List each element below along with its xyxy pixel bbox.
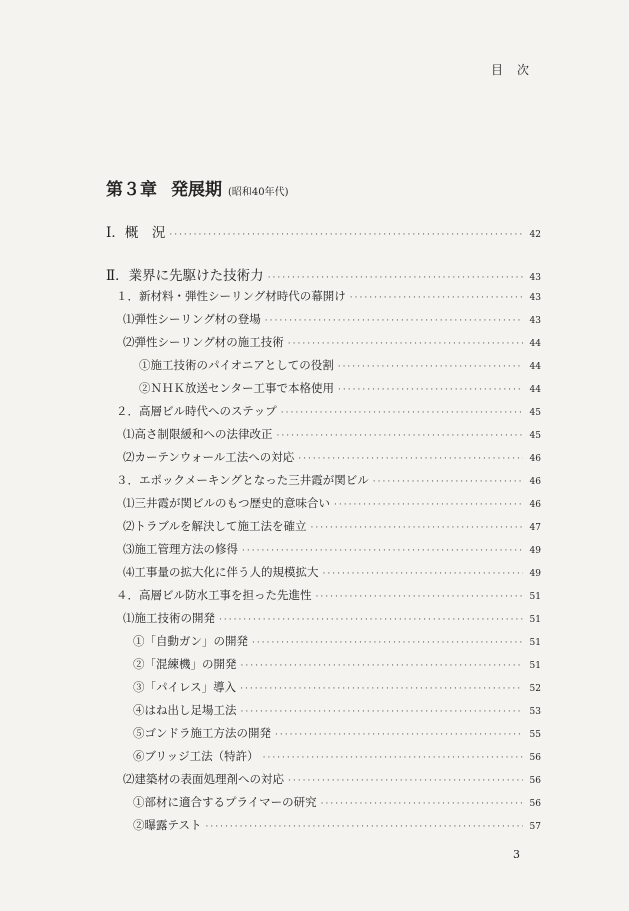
toc-entry-page: 47 (529, 523, 541, 533)
toc-entry-page: 42 (529, 230, 541, 240)
toc-entry-page: 46 (529, 500, 541, 510)
toc-entry (139, 380, 541, 396)
toc-entry-label: ３．エポックメーキングとなった三井霞が関ビル (116, 473, 369, 487)
toc-entry-label: ⑵建築材の表面処理剤への対応 (123, 772, 284, 786)
toc-leader-dots (263, 753, 523, 763)
toc-leader-dots (281, 408, 523, 418)
toc-entry-page: 43 (529, 293, 541, 303)
toc-entry (116, 472, 541, 488)
toc-entry (116, 288, 541, 304)
toc-entry-page: 53 (529, 707, 541, 717)
toc-entry-page: 46 (529, 477, 541, 487)
toc-entry (106, 221, 541, 241)
toc-leader-dots (240, 684, 523, 694)
toc-entry (123, 541, 541, 557)
toc-entry-page: 44 (529, 362, 541, 372)
toc-leader-dots (241, 707, 524, 717)
toc-leader-dots (323, 569, 524, 579)
toc-leader-dots (338, 362, 523, 372)
toc-entry-label: ⑶施工管理方法の修得 (123, 542, 238, 556)
toc-entry-page: 55 (529, 730, 541, 740)
toc-entry (116, 587, 541, 603)
toc-leader-dots (252, 638, 523, 648)
toc-entry (123, 426, 541, 442)
toc-entry-page: 56 (529, 753, 541, 763)
toc-leader-dots (241, 661, 524, 671)
toc-entry-label: ⑴三井霞が関ビルのもつ歴史的意味合い (123, 496, 330, 510)
toc-entry-label: ②「混練機」の開発 (133, 657, 237, 671)
toc-leader-dots (288, 776, 523, 786)
toc-entry-page: 52 (529, 684, 541, 694)
toc-leader-dots (268, 273, 523, 283)
toc-leader-dots (265, 316, 523, 326)
toc-entry (133, 748, 541, 764)
toc-leader-dots (334, 500, 523, 510)
toc-entry-label: ⑤ゴンドラ施工方法の開発 (133, 726, 271, 740)
toc-entry-label: １．新材料・弾性シーリング材時代の幕開け (116, 289, 346, 303)
chapter-heading (106, 175, 289, 200)
toc-leader-dots (288, 339, 523, 349)
toc-entry (123, 610, 541, 626)
running-head: 目次 (490, 63, 543, 77)
toc-entry-page: 56 (529, 776, 541, 786)
toc-entry-page: 43 (529, 273, 541, 283)
toc-entry-label: Ⅱ．業界に先駆けた技術力 (106, 268, 264, 284)
toc-entry-page: 57 (529, 822, 541, 832)
toc-entry (106, 264, 541, 284)
page-number: 3 (513, 848, 520, 861)
toc-leader-dots (275, 730, 523, 740)
toc-entry (123, 564, 541, 580)
toc-leader-dots (373, 477, 523, 487)
toc-leader-dots (219, 615, 523, 625)
toc-entry-page: 45 (529, 431, 541, 441)
toc-leader-dots (321, 799, 523, 809)
toc-entry-label: ⑷工事量の拡大化に伴う人的規模拡大 (123, 565, 319, 579)
toc-leader-dots (206, 822, 523, 832)
toc-entry-page: 46 (529, 454, 541, 464)
toc-entry-label: ⑴高さ制限緩和への法律改正 (123, 427, 273, 441)
toc-entry (133, 817, 541, 833)
toc-entry (123, 311, 541, 327)
toc-entry-label: ⑵弾性シーリング材の施工技術 (123, 335, 284, 349)
toc-entry-label: ①施工技術のパイオニアとしての役割 (139, 358, 334, 372)
toc-entry (123, 495, 541, 511)
toc-entry-label: ⑥ブリッジ工法（特許） (133, 749, 259, 763)
toc-entry (133, 656, 541, 672)
toc-entry-page: 51 (529, 615, 541, 625)
toc-entry-label: ４．高層ビル防水工事を担った先進性 (116, 588, 312, 602)
toc-leader-dots (350, 293, 523, 303)
toc-leader-dots (277, 431, 524, 441)
toc-entry (133, 679, 541, 695)
toc-entry (133, 794, 541, 810)
toc-leader-dots (338, 385, 523, 395)
toc-leader-dots (311, 523, 523, 533)
toc-leader-dots (169, 230, 523, 240)
toc-entry (139, 357, 541, 373)
toc-entry-label: ⑵トラブルを解決して施工法を確立 (123, 519, 307, 533)
toc-entry (116, 403, 541, 419)
toc-leader-dots (316, 592, 524, 602)
toc-entry-page: 49 (529, 546, 541, 556)
toc-entry (123, 334, 541, 350)
toc-entry-label: ２．高層ビル時代へのステップ (116, 404, 277, 418)
toc-leader-dots (298, 454, 523, 464)
chapter-number: 第３章 (106, 180, 157, 200)
toc-entry-label: ②曝露テスト (133, 818, 202, 832)
toc-entry (133, 633, 541, 649)
toc-entry-page: 44 (529, 385, 541, 395)
toc-entry-label: ③「パイレス」導入 (133, 680, 237, 694)
toc-entry-label: ⑴施工技術の開発 (123, 611, 215, 625)
toc-entry-page: 44 (529, 339, 541, 349)
toc-entry-page: 45 (529, 408, 541, 418)
toc-entry-page: 43 (529, 316, 541, 326)
toc-leader-dots (242, 546, 523, 556)
toc-entry-page: 51 (529, 638, 541, 648)
toc-entry (123, 518, 541, 534)
toc-entry-page: 51 (529, 592, 541, 602)
toc-entry-page: 51 (529, 661, 541, 671)
chapter-title: 発展期 (171, 180, 222, 200)
toc-entry (123, 449, 541, 465)
toc-entry (133, 702, 541, 718)
toc-entry (123, 771, 541, 787)
toc-entry-label: ⑴弾性シーリング材の登場 (123, 312, 261, 326)
toc-entry-page: 49 (529, 569, 541, 579)
toc-entry-label: Ⅰ．概 況 (106, 225, 166, 241)
toc-entry-page: 56 (529, 799, 541, 809)
toc-entry-label: ①部材に適合するプライマーの研究 (133, 795, 317, 809)
toc-entry-label: ④はね出し足場工法 (133, 703, 237, 717)
toc-entry-label: ①「自動ガン」の開発 (133, 634, 248, 648)
toc-entry-label: ⑵カーテンウォール工法への対応 (123, 450, 295, 464)
toc-entry-label: ②ＮＨＫ放送センター工事で本格使用 (139, 381, 335, 395)
chapter-era: (昭和40年代) (228, 187, 289, 198)
toc-entry (133, 725, 541, 741)
